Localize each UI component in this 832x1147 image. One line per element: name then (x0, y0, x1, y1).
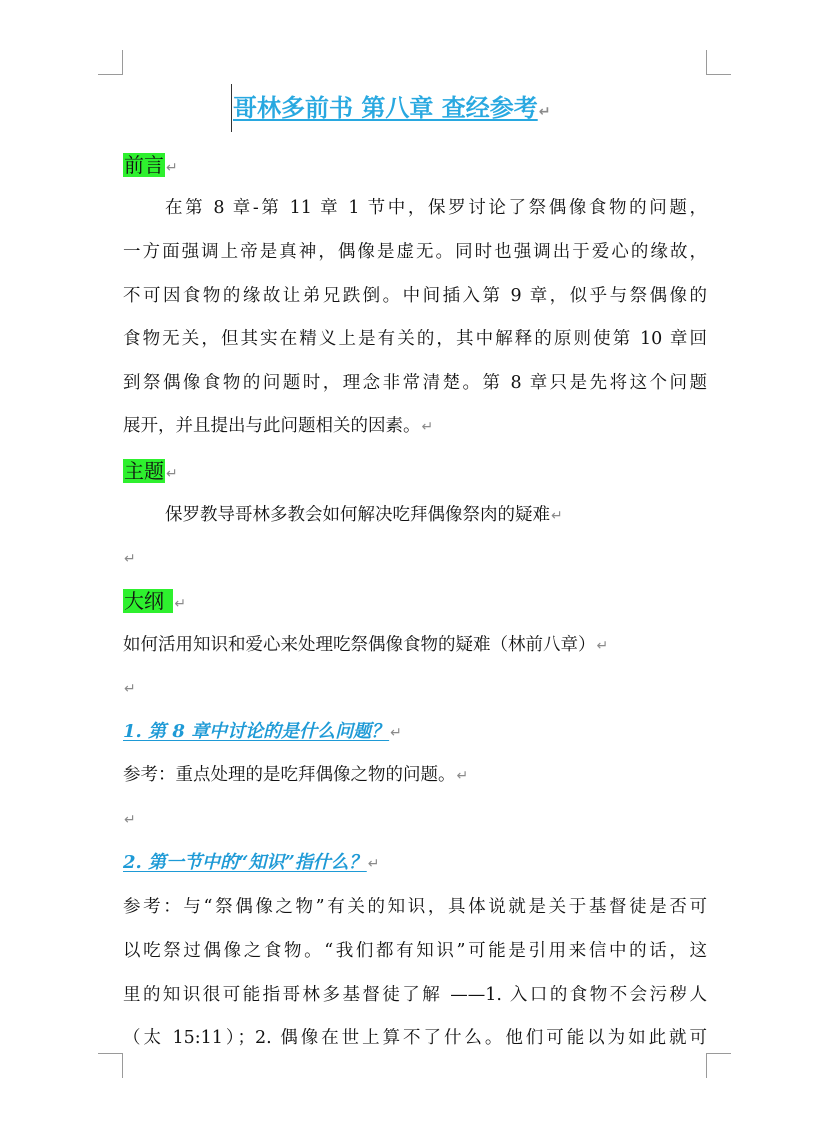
theme-heading[interactable] (123, 458, 178, 487)
paragraph-mark-icon: ↵ (124, 681, 136, 697)
question-1: 1. 第 8 章中讨论的是什么问题？ (123, 721, 390, 742)
paragraph-mark-icon: ↵ (538, 104, 551, 120)
outline-heading-text: 大纲 (124, 589, 164, 613)
paragraph-mark-icon: ↵ (456, 768, 469, 784)
answer-2-line-2: 以吃祭过偶像之食物。“我们都有知识”可能是引用来信中的话，这 (123, 941, 707, 961)
answer-1: 参考：重点处理的是吃拜偶像之物的问题。 (123, 765, 456, 785)
paragraph-mark-icon: ↵ (174, 596, 187, 612)
theme-text: 保罗教导哥林多教会如何解决吃拜偶像祭肉的疑难 (165, 505, 550, 525)
preface-line-4: 食物无关，但其实在精义上是有关的，其中解释的原则使第 10 章回 (123, 329, 707, 349)
preface-line-2: 一方面强调上帝是真神，偶像是虚无。同时也强调出于爱心的缘故， (123, 242, 707, 262)
theme-text-line (123, 502, 563, 529)
empty-paragraph (123, 545, 136, 572)
paragraph-mark-icon: ↵ (596, 638, 609, 654)
title-text: 哥林多前书 第八章 查经参考 (233, 94, 538, 122)
answer-2-line-1: 参考：与“祭偶像之物”有关的知识，具体说就是关于基督徒是否可 (123, 897, 707, 917)
paragraph-mark-icon: ↵ (166, 466, 178, 482)
preface-line-6-text: 展开，并且提出与此问题相关的因素。 (123, 416, 421, 436)
crop-mark-top-left (98, 50, 123, 75)
paragraph-mark-icon: ↵ (551, 508, 563, 524)
empty-paragraph (123, 806, 136, 833)
question-2-line[interactable] (123, 850, 380, 877)
document-title[interactable] (233, 90, 633, 130)
preface-line-1: 在第 8 章-第 11 章 1 节中，保罗讨论了祭偶像食物的问题， (165, 198, 707, 218)
empty-paragraph (123, 675, 136, 702)
text-cursor (231, 84, 232, 132)
paragraph-mark-icon: ↵ (124, 551, 136, 567)
preface-line-5: 到祭偶像食物的问题时，理念非常清楚。第 8 章只是先将这个问题 (123, 373, 707, 393)
answer-1-line (123, 762, 468, 789)
question-1-line[interactable] (123, 719, 402, 746)
preface-heading[interactable] (123, 152, 178, 181)
paragraph-mark-icon: ↵ (421, 419, 434, 435)
crop-mark-top-right (706, 50, 731, 75)
paragraph-mark-icon: ↵ (124, 812, 136, 828)
paragraph-mark-icon: ↵ (166, 160, 178, 176)
theme-heading-text: 主题 (124, 459, 164, 483)
preface-line-3: 不可因食物的缘故让弟兄跌倒。中间插入第 9 章，似乎与祭偶像的 (123, 286, 707, 306)
answer-2-line-4: （太 15:11）；2. 偶像在世上算不了什么。他们可能以为如此就可 (123, 1028, 707, 1048)
outline-text-line (123, 632, 608, 659)
preface-line-6 (123, 413, 433, 440)
outline-text: 如何活用知识和爱心来处理吃祭偶像食物的疑难（林前八章） (123, 635, 596, 655)
paragraph-mark-icon: ↵ (367, 856, 380, 872)
preface-heading-text: 前言 (124, 153, 164, 177)
outline-heading[interactable] (123, 588, 186, 617)
crop-mark-bottom-right (706, 1053, 731, 1078)
crop-mark-bottom-left (98, 1053, 123, 1078)
question-2: 2. 第一节中的“知识”指什么？ (123, 852, 367, 873)
answer-2-line-3: 里的知识很可能指哥林多基督徒了解 ——1. 入口的食物不会污秽人 (123, 985, 707, 1005)
paragraph-mark-icon: ↵ (390, 725, 402, 741)
